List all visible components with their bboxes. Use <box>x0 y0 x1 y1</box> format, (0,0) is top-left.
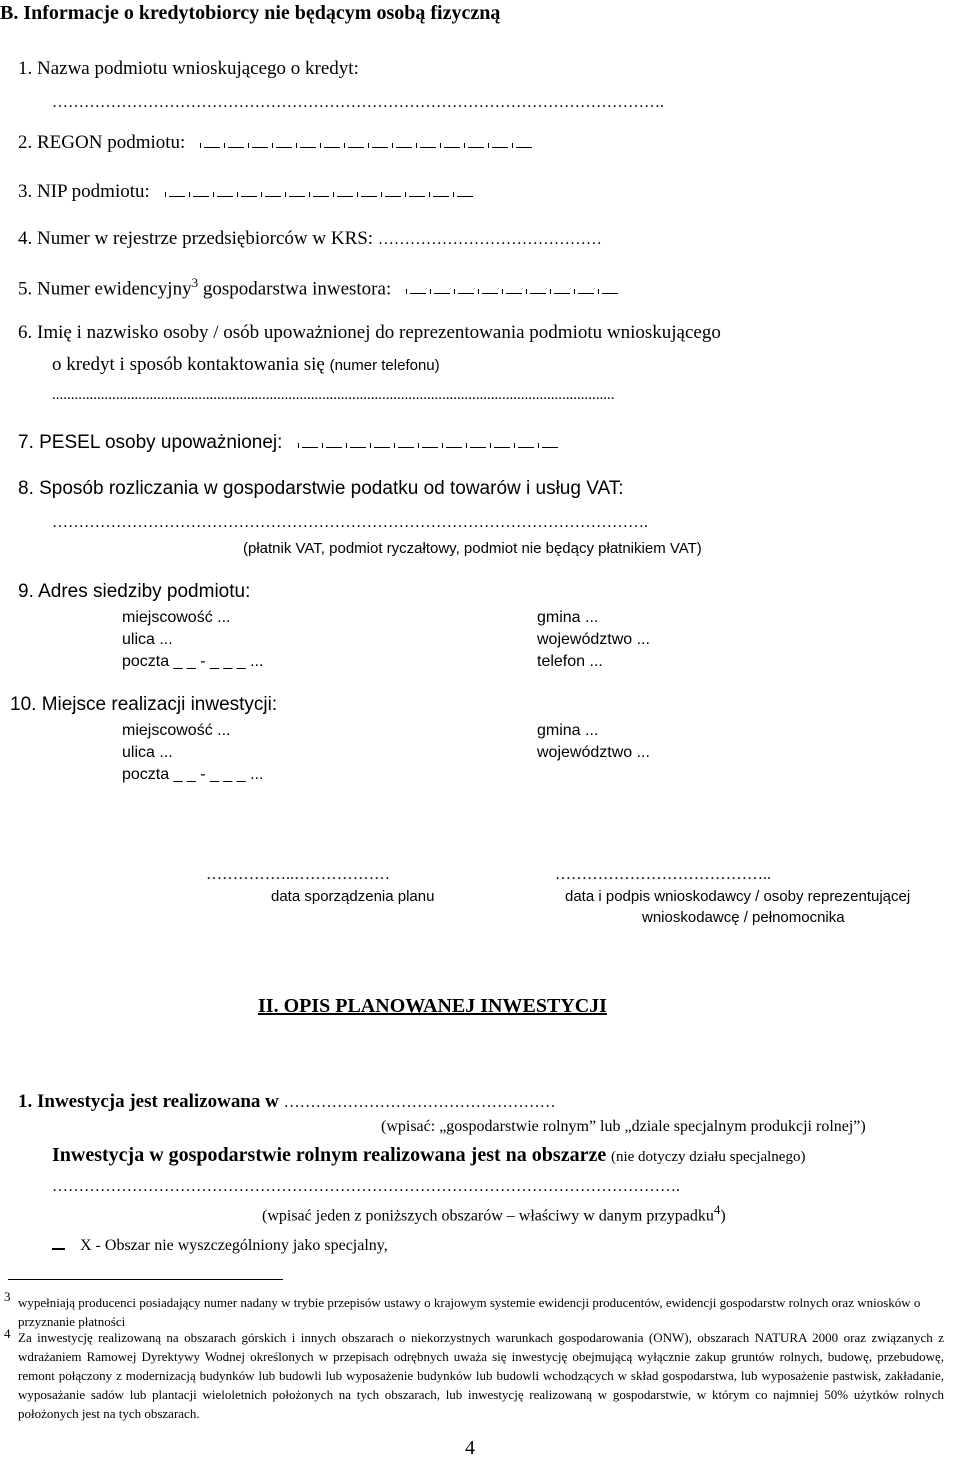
digit-box[interactable] <box>398 438 414 448</box>
digit-box[interactable] <box>326 438 342 448</box>
item10-wojewodztwo-text: województwo ... <box>537 744 650 761</box>
digit-box[interactable] <box>468 138 484 148</box>
item7-text: 7. PESEL osoby upoważnionej: <box>18 432 283 453</box>
item9-miejscowosc-text: miejscowość ... <box>122 609 231 626</box>
digit-box[interactable] <box>361 187 377 197</box>
page-number: 4 <box>465 1437 475 1459</box>
footnote-separator <box>8 1279 283 1280</box>
digit-box[interactable] <box>337 187 353 197</box>
section-ii-area-title-small: (nie dotyczy działu specjalnego) <box>610 1149 806 1165</box>
item1-label: 1. Nazwa podmiotu wnioskującego o kredyt: <box>18 58 359 79</box>
item9-ulica-text: ulica ... <box>122 631 173 648</box>
item9-ulica[interactable] <box>122 631 524 649</box>
digit-box[interactable] <box>372 138 388 148</box>
nip-boxes[interactable] <box>169 187 481 197</box>
section-b-title: B. Informacje o kredytobiorcy nie będącym osobą fizyczną <box>0 2 501 24</box>
item10-poczta-text: poczta _ _ - _ _ _ ... <box>122 766 264 783</box>
item4-label <box>18 228 602 250</box>
item8-dots[interactable]: …………………………………………………………………………………………………. <box>52 514 648 531</box>
digit-box[interactable] <box>457 187 473 197</box>
digit-box[interactable] <box>492 138 508 148</box>
footnote-ref-3: 3 <box>191 275 199 290</box>
digit-box[interactable] <box>410 284 426 294</box>
digit-box[interactable] <box>444 138 460 148</box>
item1-dots[interactable]: ……………………………………………………………………………………………………. <box>52 94 664 111</box>
digit-box[interactable] <box>204 138 220 148</box>
digit-box[interactable] <box>265 187 281 197</box>
item10-poczta[interactable] <box>122 766 524 784</box>
item6-line2-text: o kredyt i sposób kontaktowania się <box>52 354 325 375</box>
digit-box[interactable] <box>470 438 486 448</box>
item10-ulica[interactable] <box>122 744 524 762</box>
digit-box[interactable] <box>482 284 498 294</box>
signature-sign-label2: wnioskodawcę / pełnomocnika <box>642 909 845 926</box>
item4-dots[interactable]: …………………………………… <box>377 231 602 248</box>
digit-box[interactable] <box>458 284 474 294</box>
item3-label <box>18 181 481 203</box>
section-ii-area-title: Inwestycja w gospodarstwie rolnym realizowana jest na obszarze <box>52 1144 607 1166</box>
item9-poczta[interactable] <box>122 653 524 671</box>
section-ii-area-hint-text: (wpisać jeden z poniższych obszarów – właściwy w danym przypadku <box>262 1207 714 1225</box>
item9-miejscowosc[interactable] <box>122 609 524 627</box>
option-bullet-icon <box>52 1248 65 1250</box>
digit-box[interactable] <box>300 138 316 148</box>
item5-text: 5. Numer ewidencyjny <box>18 278 192 300</box>
digit-box[interactable] <box>518 438 534 448</box>
section-ii-area <box>52 1144 805 1167</box>
digit-box[interactable] <box>433 187 449 197</box>
digit-box[interactable] <box>302 438 318 448</box>
section-ii-item1-label: 1. Inwestycja jest realizowana w <box>18 1091 279 1112</box>
item4-text: 4. Numer w rejestrze przedsiębiorców w KRS: <box>18 228 374 249</box>
item10-miejscowosc[interactable] <box>122 722 524 740</box>
digit-box[interactable] <box>289 187 305 197</box>
section-ii-area-hint-end: ) <box>720 1207 726 1225</box>
digit-box[interactable] <box>313 187 329 197</box>
digit-box[interactable] <box>396 138 412 148</box>
item8-hint: (płatnik VAT, podmiot ryczałtowy, podmiot nie będący płatnikiem VAT) <box>243 540 702 557</box>
section-ii-item1-hint: (wpisać: „gospodarstwie rolnym” lub „dziale specjalnym produkcji rolnej”) <box>381 1118 866 1135</box>
digit-box[interactable] <box>374 438 390 448</box>
item10-wojewodztwo[interactable] <box>537 744 955 762</box>
digit-box[interactable] <box>530 284 546 294</box>
ewidencja-boxes[interactable] <box>410 284 626 294</box>
section-ii-area-hint <box>262 1202 726 1225</box>
item2-label <box>18 132 540 154</box>
item5-label <box>18 275 626 300</box>
section-ii-area-dots[interactable]: ………………………………………………………………………………………………………. <box>52 1178 680 1195</box>
item6-phone-hint: (numer telefonu) <box>329 357 440 374</box>
section-ii-item1-dots[interactable]: …………………………………………… <box>283 1094 556 1111</box>
digit-box[interactable] <box>241 187 257 197</box>
digit-box[interactable] <box>602 284 618 294</box>
footnote-3-num: 3 <box>4 1289 11 1304</box>
item9-gmina-text: gmina ... <box>537 609 599 626</box>
footnote-3-text: wypełniają producenci posiadający numer nadany w trybie przepisów ustawy o krajowym systemie ewidencji producentów, ewidencji gospodarstw rolnych oraz wniosków o przyznanie płatności <box>18 1295 921 1329</box>
digit-box[interactable] <box>385 187 401 197</box>
digit-box[interactable] <box>217 187 233 197</box>
digit-box[interactable] <box>350 438 366 448</box>
item2-text: 2. REGON podmiotu: <box>18 132 186 153</box>
signature-sign-dots[interactable]: ………………………………….. <box>555 866 771 883</box>
regon-boxes[interactable] <box>204 138 540 148</box>
digit-box[interactable] <box>516 138 532 148</box>
digit-box[interactable] <box>169 187 185 197</box>
item9-wojewodztwo-text: województwo ... <box>537 631 650 648</box>
digit-box[interactable] <box>494 438 510 448</box>
section-ii-item1 <box>18 1091 556 1113</box>
section-ii-option[interactable]: X - Obszar nie wyszczególniony jako specjalny, <box>80 1237 388 1254</box>
signature-sign-label1: data i podpis wnioskodawcy / osoby reprezentującej <box>565 888 911 905</box>
digit-box[interactable] <box>193 187 209 197</box>
footnote-ref-4: 4 <box>713 1202 721 1217</box>
item9-poczta-text: poczta _ _ - _ _ _ ... <box>122 653 264 670</box>
item10-label: 10. Miejsce realizacji inwestycji: <box>10 694 278 715</box>
section-ii-title: II. OPIS PLANOWANEJ INWESTYCJI <box>258 995 607 1017</box>
item6-line2 <box>52 354 440 376</box>
digit-box[interactable] <box>252 138 268 148</box>
item9-label: 9. Adres siedziby podmiotu: <box>18 581 251 602</box>
signature-date-label: data sporządzenia planu <box>271 888 435 905</box>
digit-box[interactable] <box>324 138 340 148</box>
item6-dots[interactable]: ...................................................................................................................................................... <box>52 387 615 403</box>
digit-box[interactable] <box>420 138 436 148</box>
digit-box[interactable] <box>409 187 425 197</box>
pesel-boxes[interactable] <box>302 438 566 448</box>
signature-date-dots[interactable]: ……………..……………… <box>206 866 390 883</box>
item10-miejscowosc-text: miejscowość ... <box>122 722 231 739</box>
digit-box[interactable] <box>542 438 558 448</box>
digit-box[interactable] <box>228 138 244 148</box>
item10-ulica-text: ulica ... <box>122 744 173 761</box>
item3-text: 3. NIP podmiotu: <box>18 181 150 202</box>
digit-box[interactable] <box>446 438 462 448</box>
digit-box[interactable] <box>554 284 570 294</box>
item5-text-after: gospodarstwa inwestora: <box>202 278 392 300</box>
digit-box[interactable] <box>434 284 450 294</box>
footnote-4-num: 4 <box>4 1326 11 1341</box>
item9-wojewodztwo[interactable] <box>537 631 955 649</box>
item10-gmina-text: gmina ... <box>537 722 599 739</box>
item9-telefon[interactable] <box>537 653 955 671</box>
digit-box[interactable] <box>348 138 364 148</box>
item6-line1: 6. Imię i nazwisko osoby / osób upoważnionej do reprezentowania podmiotu wnioskującego <box>18 322 721 343</box>
item8-label: 8. Sposób rozliczania w gospodarstwie podatku od towarów i usług VAT: <box>18 478 624 499</box>
item7-label <box>18 432 566 454</box>
digit-box[interactable] <box>578 284 594 294</box>
digit-box[interactable] <box>506 284 522 294</box>
footnote-4-text: Za inwestycję realizowaną na obszarach górskich i innych obszarach o niekorzystnych warunkach gospodarowania (ONW), obszarach NATURA 2000 oraz związanych z wdrażaniem Ramowej Dyrektywy Wodnej określonych w przepisach odrębnych uważa się inwestycję obejmującą wyłącznie zakup gruntów rolnych, budowę, przebudowę, remont połączony z modernizacją budynków lub budowli lub wyposażenie budynków lub budowli wchodzących w skład gospodarstwa, lub wyposażenie pastwisk, zakładanie, wyposażanie sadów lub plantacji wieloletnich położonych na tych obszarach, lub inwestycję realizowaną w gospodarstwie, w którym co najmniej 50% użytków rolnych położonych jest na tych obszarach. <box>18 1330 944 1421</box>
digit-box[interactable] <box>422 438 438 448</box>
item9-gmina[interactable] <box>537 609 955 627</box>
digit-box[interactable] <box>276 138 292 148</box>
item10-gmina[interactable] <box>537 722 955 740</box>
item9-telefon-text: telefon ... <box>537 653 603 670</box>
